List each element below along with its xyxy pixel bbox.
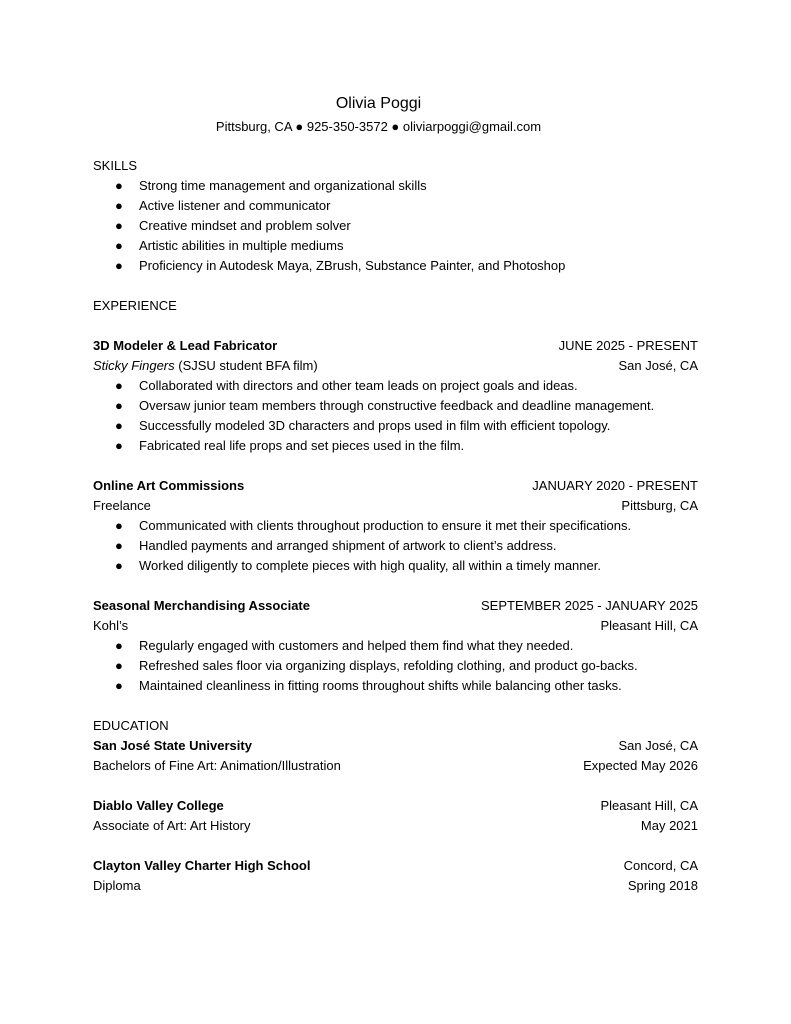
list-item xyxy=(93,216,698,236)
job-location: San José, CA xyxy=(618,358,698,373)
school-name: Clayton Valley Charter High School xyxy=(93,858,311,873)
job-dates: SEPTEMBER 2025 - JANUARY 2025 xyxy=(480,598,698,613)
contact-line: Pittsburg, CA ● 925-350-3572 ● oliviarpoggi@gmail.com xyxy=(215,119,542,134)
bullet-text: Worked diligently to complete pieces with high quality, all within a timely manner. xyxy=(139,558,601,573)
list-item xyxy=(93,236,698,256)
bullet-icon: ● xyxy=(115,198,123,213)
job-title: Seasonal Merchandising Associate xyxy=(93,598,310,613)
candidate-name: Olivia Poggi xyxy=(335,95,422,112)
bullet-text: Maintained cleanliness in fitting rooms throughout shifts while balancing other tasks. xyxy=(139,678,622,693)
school-name-row xyxy=(93,796,698,816)
school-date: Expected May 2026 xyxy=(583,758,698,773)
school-entry xyxy=(93,856,698,896)
bullet-icon: ● xyxy=(115,258,123,273)
school-date: May 2021 xyxy=(640,818,698,833)
list-item xyxy=(93,436,698,456)
list-item xyxy=(93,636,698,656)
job-bullets xyxy=(93,636,698,696)
skill-text: Strong time management and organizational skills xyxy=(139,178,427,193)
job-org-row xyxy=(93,356,698,376)
school-name-row xyxy=(93,736,698,756)
skills-heading: SKILLS xyxy=(93,158,138,173)
school-location: San José, CA xyxy=(618,738,698,753)
bullet-text: Collaborated with directors and other team leads on project goals and ideas. xyxy=(139,378,578,393)
bullet-icon: ● xyxy=(115,658,123,673)
school-name: San José State University xyxy=(93,738,252,753)
school-degree: Associate of Art: Art History xyxy=(93,818,251,833)
list-item xyxy=(93,256,698,276)
bullet-icon: ● xyxy=(115,378,123,393)
job-org xyxy=(93,356,318,376)
job-entry xyxy=(93,476,698,576)
list-item xyxy=(93,536,698,556)
job-title-row xyxy=(93,476,698,496)
job-title: 3D Modeler & Lead Fabricator xyxy=(93,338,278,353)
bullet-icon: ● xyxy=(115,638,123,653)
list-item xyxy=(93,176,698,196)
list-item xyxy=(93,656,698,676)
list-item xyxy=(93,556,698,576)
school-location: Concord, CA xyxy=(623,858,698,873)
list-item xyxy=(93,196,698,216)
school-entry xyxy=(93,736,698,776)
bullet-icon: ● xyxy=(115,678,123,693)
bullet-text: Refreshed sales floor via organizing displays, refolding clothing, and product go-backs. xyxy=(139,658,638,673)
bullet-text: Communicated with clients throughout production to ensure it met their specifications. xyxy=(139,518,632,533)
job-org-row xyxy=(93,496,698,516)
job-org-row xyxy=(93,616,698,636)
job-location: Pleasant Hill, CA xyxy=(600,618,698,633)
job-org-rest: (SJSU student BFA film) xyxy=(174,358,318,373)
bullet-icon: ● xyxy=(115,178,123,193)
school-name-row xyxy=(93,856,698,876)
bullet-text: Handled payments and arranged shipment of artwork to client’s address. xyxy=(139,538,557,553)
job-title-row xyxy=(93,336,698,356)
list-item xyxy=(93,396,698,416)
job-org: Kohl’s xyxy=(93,618,129,633)
school-name: Diablo Valley College xyxy=(93,798,224,813)
job-dates: JUNE 2025 - PRESENT xyxy=(558,338,698,353)
skill-text: Proficiency in Autodesk Maya, ZBrush, Substance Painter, and Photoshop xyxy=(139,258,566,273)
list-item xyxy=(93,516,698,536)
school-date: Spring 2018 xyxy=(627,878,698,893)
bullet-icon: ● xyxy=(115,518,123,533)
bullet-text: Fabricated real life props and set pieces used in the film. xyxy=(139,438,465,453)
bullet-icon: ● xyxy=(115,438,123,453)
list-item xyxy=(93,376,698,396)
skill-text: Artistic abilities in multiple mediums xyxy=(139,238,344,253)
bullet-text: Oversaw junior team members through constructive feedback and deadline management. xyxy=(139,398,655,413)
school-degree: Bachelors of Fine Art: Animation/Illustration xyxy=(93,758,341,773)
resume-page xyxy=(93,92,698,896)
bullet-icon: ● xyxy=(115,238,123,253)
skill-text: Active listener and communicator xyxy=(139,198,331,213)
job-org-italic: Sticky Fingers xyxy=(93,358,175,373)
job-entry xyxy=(93,336,698,456)
job-bullets xyxy=(93,516,698,576)
school-degree: Diploma xyxy=(93,878,141,893)
school-entry xyxy=(93,796,698,836)
job-org: Freelance xyxy=(93,498,151,513)
bullet-icon: ● xyxy=(115,418,123,433)
bullet-icon: ● xyxy=(115,538,123,553)
job-dates: JANUARY 2020 - PRESENT xyxy=(532,478,698,493)
bullet-icon: ● xyxy=(115,558,123,573)
bullet-icon: ● xyxy=(115,398,123,413)
bullet-icon: ● xyxy=(115,218,123,233)
bullet-text: Successfully modeled 3D characters and props used in film with efficient topology. xyxy=(139,418,611,433)
job-entry xyxy=(93,596,698,696)
list-item xyxy=(93,416,698,436)
job-title: Online Art Commissions xyxy=(93,478,245,493)
job-title-row xyxy=(93,596,698,616)
school-degree-row xyxy=(93,876,698,896)
list-item xyxy=(93,676,698,696)
school-degree-row xyxy=(93,756,698,776)
job-location: Pittsburg, CA xyxy=(621,498,698,513)
bullet-text: Regularly engaged with customers and helped them find what they needed. xyxy=(139,638,574,653)
school-degree-row xyxy=(93,816,698,836)
job-bullets xyxy=(93,376,698,456)
education-heading: EDUCATION xyxy=(93,718,169,733)
school-location: Pleasant Hill, CA xyxy=(600,798,698,813)
skills-list xyxy=(93,176,698,276)
experience-heading: EXPERIENCE xyxy=(93,298,177,313)
skill-text: Creative mindset and problem solver xyxy=(139,218,351,233)
